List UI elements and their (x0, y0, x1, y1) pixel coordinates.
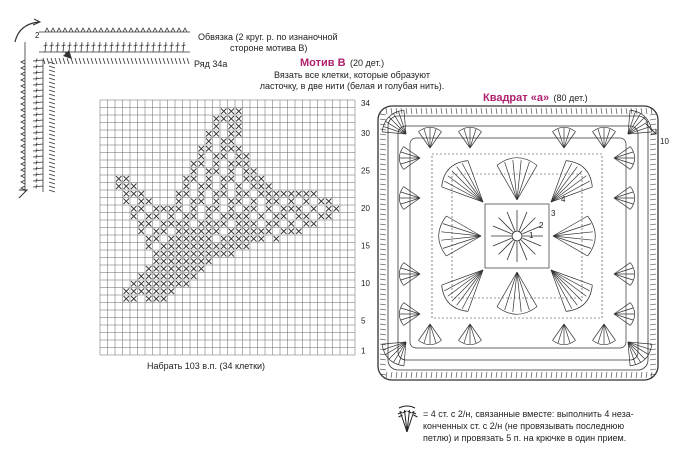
filled-cell (176, 191, 182, 197)
filled-cell (169, 274, 175, 280)
filled-cell (326, 214, 332, 220)
legend-line1: = 4 ст. с 2/н, связанные вместе: выполнить 4 неза- (423, 409, 634, 419)
filled-cell (131, 296, 137, 302)
filled-cell (199, 236, 205, 242)
filled-cell (191, 259, 197, 265)
filled-cell (184, 214, 190, 220)
filled-cell (139, 229, 145, 235)
filled-cell (311, 206, 317, 212)
motif-instruction-line2: ласточку, в две нити (белая и голубая нить). (259, 81, 445, 91)
filled-cell (266, 221, 272, 227)
filled-cell (206, 259, 212, 265)
filled-cell (169, 214, 175, 220)
filled-cell (229, 206, 235, 212)
filled-cell (319, 199, 325, 205)
filled-cell (131, 191, 137, 197)
filled-cell (281, 191, 287, 197)
filled-cell (214, 169, 220, 175)
filled-cell (154, 259, 160, 265)
filled-cell (161, 251, 167, 257)
grid-row-number: 10 (361, 279, 370, 288)
filled-cell (191, 169, 197, 175)
filled-cell (199, 184, 205, 190)
filled-cell (236, 214, 242, 220)
filled-cell (251, 221, 257, 227)
filled-cell (146, 281, 152, 287)
filled-cell (221, 146, 227, 152)
filled-cell (139, 274, 145, 280)
filled-cell (281, 214, 287, 220)
filled-cell (236, 124, 242, 130)
filled-cell (251, 229, 257, 235)
filled-cell (176, 259, 182, 265)
filled-cell (176, 206, 182, 212)
filled-cell (154, 229, 160, 235)
filled-cell (184, 259, 190, 265)
grid-row-number: 15 (361, 241, 370, 251)
filled-cell (131, 289, 137, 295)
filled-cell (199, 146, 205, 152)
filled-cell (229, 161, 235, 167)
filled-cell (206, 214, 212, 220)
square-round-frame (410, 138, 626, 348)
filled-cell (236, 109, 242, 115)
filled-cell (184, 266, 190, 272)
filled-cell (154, 236, 160, 242)
filled-cell (244, 191, 250, 197)
filled-cell (116, 184, 122, 190)
filled-cell (146, 199, 152, 205)
swallow-filet-chart (98, 96, 378, 366)
filled-cell (251, 169, 257, 175)
square-round-frame (378, 106, 658, 380)
filled-cell (176, 221, 182, 227)
filled-cell (169, 289, 175, 295)
filled-cell (229, 169, 235, 175)
filled-cell (169, 236, 175, 242)
filled-cell (191, 206, 197, 212)
filled-cell (184, 184, 190, 190)
filled-cell (251, 206, 257, 212)
filled-cell (214, 116, 220, 122)
filled-cell (206, 139, 212, 145)
filled-cell (191, 251, 197, 257)
filled-cell (259, 184, 265, 190)
filled-cell (131, 281, 137, 287)
filled-cell (236, 116, 242, 122)
filled-cell (139, 199, 145, 205)
filled-cell (221, 236, 227, 242)
filled-cell (169, 266, 175, 272)
filled-cell (139, 281, 145, 287)
filled-cell (206, 251, 212, 257)
filled-cell (184, 236, 190, 242)
motif-caption: Набрать 103 в.п. (34 клетки) (147, 361, 266, 371)
filled-cell (326, 199, 332, 205)
filled-cell (259, 191, 265, 197)
filled-cell (161, 229, 167, 235)
filled-cell (206, 236, 212, 242)
filled-cell (184, 244, 190, 250)
filled-cell (281, 229, 287, 235)
filled-cell (139, 289, 145, 295)
filled-cell (206, 131, 212, 137)
filled-cell (176, 251, 182, 257)
edging-row-label: Ряд 34а (194, 59, 228, 69)
filled-cell (221, 184, 227, 190)
filled-cell (161, 206, 167, 212)
square-count: (80 дет.) (553, 93, 588, 103)
motif-instruction-line1: Вязать все клетки, которые образуют (274, 70, 430, 80)
grid-row-number: 30 (361, 129, 370, 138)
filled-cell (236, 199, 242, 205)
filled-cell (244, 176, 250, 182)
filled-cell (169, 251, 175, 257)
filled-cell (214, 206, 220, 212)
filled-cell (266, 199, 272, 205)
filled-cell (124, 289, 130, 295)
filled-cell (191, 214, 197, 220)
filled-cell (154, 274, 160, 280)
filled-cell (146, 296, 152, 302)
edging-horizontal-strip (39, 28, 190, 64)
puff-cluster-icon (396, 405, 418, 435)
filled-cell (199, 259, 205, 265)
filled-cell (244, 206, 250, 212)
square-crochet-chart (370, 98, 680, 398)
filled-cell (304, 199, 310, 205)
filled-cell (169, 281, 175, 287)
filled-cell (169, 221, 175, 227)
filled-cell (289, 229, 295, 235)
filled-cell (229, 124, 235, 130)
square-title: Квадрат «а» (483, 92, 550, 104)
filled-cell (169, 206, 175, 212)
filled-cell (146, 244, 152, 250)
filled-cell (229, 109, 235, 115)
filled-cell (236, 229, 242, 235)
filled-cell (274, 221, 280, 227)
filled-cell (191, 236, 197, 242)
filled-cell (161, 221, 167, 227)
filled-cell (214, 161, 220, 167)
filled-cell (206, 176, 212, 182)
filled-cell (274, 214, 280, 220)
filled-cell (221, 139, 227, 145)
filled-cell (199, 191, 205, 197)
filled-cell (206, 184, 212, 190)
grid-row-number: 25 (361, 166, 370, 176)
filled-cell (259, 229, 265, 235)
filled-cell (191, 266, 197, 272)
filled-cell (319, 214, 325, 220)
filled-cell (124, 184, 130, 190)
filled-cell (251, 176, 257, 182)
filled-cell (124, 199, 130, 205)
filled-cell (244, 154, 250, 160)
filled-cell (274, 236, 280, 242)
filled-cell (191, 199, 197, 205)
filled-cell (274, 199, 280, 205)
filled-cell (296, 206, 302, 212)
filled-cell (244, 214, 250, 220)
filled-cell (199, 154, 205, 160)
filled-cell (176, 229, 182, 235)
filled-cell (236, 184, 242, 190)
filled-cell (311, 221, 317, 227)
filled-cell (274, 191, 280, 197)
filled-cell (146, 221, 152, 227)
filled-cell (206, 244, 212, 250)
filled-cell (176, 199, 182, 205)
square-round-number: 3 (551, 209, 556, 218)
filled-cell (131, 184, 137, 190)
legend-line3: петлю) и провязать 5 п. на крючке в один прием. (423, 433, 627, 443)
filled-cell (326, 206, 332, 212)
filled-cell (161, 244, 167, 250)
filled-cell (199, 244, 205, 250)
filled-cell (289, 221, 295, 227)
filled-cell (161, 289, 167, 295)
filled-cell (146, 266, 152, 272)
filled-cell (206, 229, 212, 235)
filled-cell (214, 191, 220, 197)
filled-cell (176, 244, 182, 250)
motif-count: (20 дет.) (349, 58, 385, 68)
filled-cell (146, 274, 152, 280)
motif-title-block (300, 53, 384, 71)
filled-cell (184, 229, 190, 235)
filled-cell (214, 251, 220, 257)
filled-cell (296, 229, 302, 235)
filled-cell (139, 221, 145, 227)
filled-cell (191, 244, 197, 250)
filled-cell (229, 139, 235, 145)
filled-cell (236, 221, 242, 227)
filled-cell (334, 206, 340, 212)
filled-cell (124, 296, 130, 302)
filled-cell (199, 221, 205, 227)
filled-cell (221, 251, 227, 257)
filled-cell (199, 199, 205, 205)
filled-cell (221, 221, 227, 227)
filled-cell (236, 154, 242, 160)
filled-cell (296, 214, 302, 220)
filled-cell (184, 274, 190, 280)
filled-cell (251, 236, 257, 242)
filled-cell (221, 154, 227, 160)
filled-cell (281, 206, 287, 212)
filled-cell (229, 251, 235, 257)
filled-cell (229, 214, 235, 220)
filled-cell (251, 199, 257, 205)
filled-cell (154, 266, 160, 272)
filled-cell (266, 229, 272, 235)
filled-cell (154, 214, 160, 220)
filled-cell (161, 259, 167, 265)
filled-cell (154, 206, 160, 212)
square-round-number: 2 (539, 221, 544, 230)
grid-row-number: 1 (361, 346, 366, 356)
edging-corner-mark: 2 (35, 31, 40, 40)
filled-cell (154, 251, 160, 257)
filled-cell (191, 161, 197, 167)
square-round-number: 1 (529, 231, 534, 240)
filled-cell (229, 146, 235, 152)
legend-line2: конченных ст. с 2/н (не провязывать последнюю (423, 421, 625, 431)
filled-cell (176, 236, 182, 242)
motif-title: Мотив В (300, 57, 346, 69)
filled-cell (214, 221, 220, 227)
filled-cell (244, 161, 250, 167)
filled-cell (214, 154, 220, 160)
filled-cell (221, 244, 227, 250)
filled-cell (206, 146, 212, 152)
filled-cell (266, 184, 272, 190)
edging-note-line2: стороне мотива В) (230, 43, 308, 53)
filled-cell (229, 116, 235, 122)
filled-cell (311, 191, 317, 197)
square-round-number: 4 (561, 195, 566, 204)
filled-cell (199, 251, 205, 257)
filled-cell (116, 176, 122, 182)
filled-cell (236, 244, 242, 250)
filled-cell (191, 229, 197, 235)
filled-cell (199, 161, 205, 167)
filled-cell (266, 206, 272, 212)
filled-cell (229, 229, 235, 235)
filled-cell (124, 176, 130, 182)
filled-cell (244, 169, 250, 175)
filled-cell (161, 296, 167, 302)
filled-cell (304, 214, 310, 220)
filled-cell (289, 199, 295, 205)
filled-cell (161, 274, 167, 280)
filled-cell (221, 214, 227, 220)
filled-cell (236, 161, 242, 167)
grid-row-number: 20 (361, 204, 370, 213)
filled-cell (169, 244, 175, 250)
edging-note-line1: Обвязка (2 круг. р. по изнаночной (198, 32, 338, 42)
filled-cell (131, 206, 137, 212)
filled-cell (146, 236, 152, 242)
filled-cell (229, 176, 235, 182)
filled-cell (229, 244, 235, 250)
filled-cell (289, 191, 295, 197)
filled-cell (236, 146, 242, 152)
filled-cell (214, 199, 220, 205)
filled-cell (259, 236, 265, 242)
filled-cell (139, 206, 145, 212)
filled-cell (184, 176, 190, 182)
filled-cell (206, 169, 212, 175)
filled-cell (236, 236, 242, 242)
square-inner-frame (432, 154, 602, 318)
filled-cell (221, 176, 227, 182)
filled-cell (214, 244, 220, 250)
filled-cell (124, 191, 130, 197)
filled-cell (244, 229, 250, 235)
edging-vertical-strip (21, 42, 55, 192)
filled-cell (289, 206, 295, 212)
filled-cell (191, 176, 197, 182)
filled-cell (176, 266, 182, 272)
square-round-number: 10 (660, 137, 669, 146)
filled-cell (244, 236, 250, 242)
filled-cell (206, 206, 212, 212)
filled-cell (184, 251, 190, 257)
filled-cell (304, 191, 310, 197)
filled-cell (229, 236, 235, 242)
filled-cell (199, 229, 205, 235)
filled-cell (176, 274, 182, 280)
filled-cell (161, 281, 167, 287)
filled-cell (259, 176, 265, 182)
filled-cell (169, 259, 175, 265)
filled-cell (161, 266, 167, 272)
filled-cell (206, 221, 212, 227)
filled-cell (184, 191, 190, 197)
filled-cell (214, 124, 220, 130)
filled-cell (184, 221, 190, 227)
filled-cell (139, 191, 145, 197)
filled-cell (154, 289, 160, 295)
filled-cell (296, 191, 302, 197)
filled-cell (146, 214, 152, 220)
filled-cell (236, 131, 242, 137)
grid-row-number: 34 (361, 99, 370, 108)
filled-cell (221, 116, 227, 122)
filled-cell (191, 274, 197, 280)
filled-cell (244, 221, 250, 227)
square-inner-frame (452, 174, 582, 298)
filled-cell (304, 221, 310, 227)
filled-cell (214, 131, 220, 137)
filled-cell (184, 281, 190, 287)
filled-cell (146, 289, 152, 295)
filled-cell (131, 214, 137, 220)
filled-cell (266, 191, 272, 197)
filled-cell (221, 109, 227, 115)
filled-cell (244, 244, 250, 250)
filled-cell (236, 191, 242, 197)
filled-cell (251, 184, 257, 190)
filled-cell (214, 229, 220, 235)
filled-cell (154, 296, 160, 302)
filled-cell (199, 266, 205, 272)
filled-cell (176, 281, 182, 287)
filled-cell (154, 281, 160, 287)
filled-cell (229, 199, 235, 205)
filled-cell (221, 191, 227, 197)
filled-cell (229, 131, 235, 137)
grid-row-number: 5 (361, 316, 366, 326)
filled-cell (259, 214, 265, 220)
